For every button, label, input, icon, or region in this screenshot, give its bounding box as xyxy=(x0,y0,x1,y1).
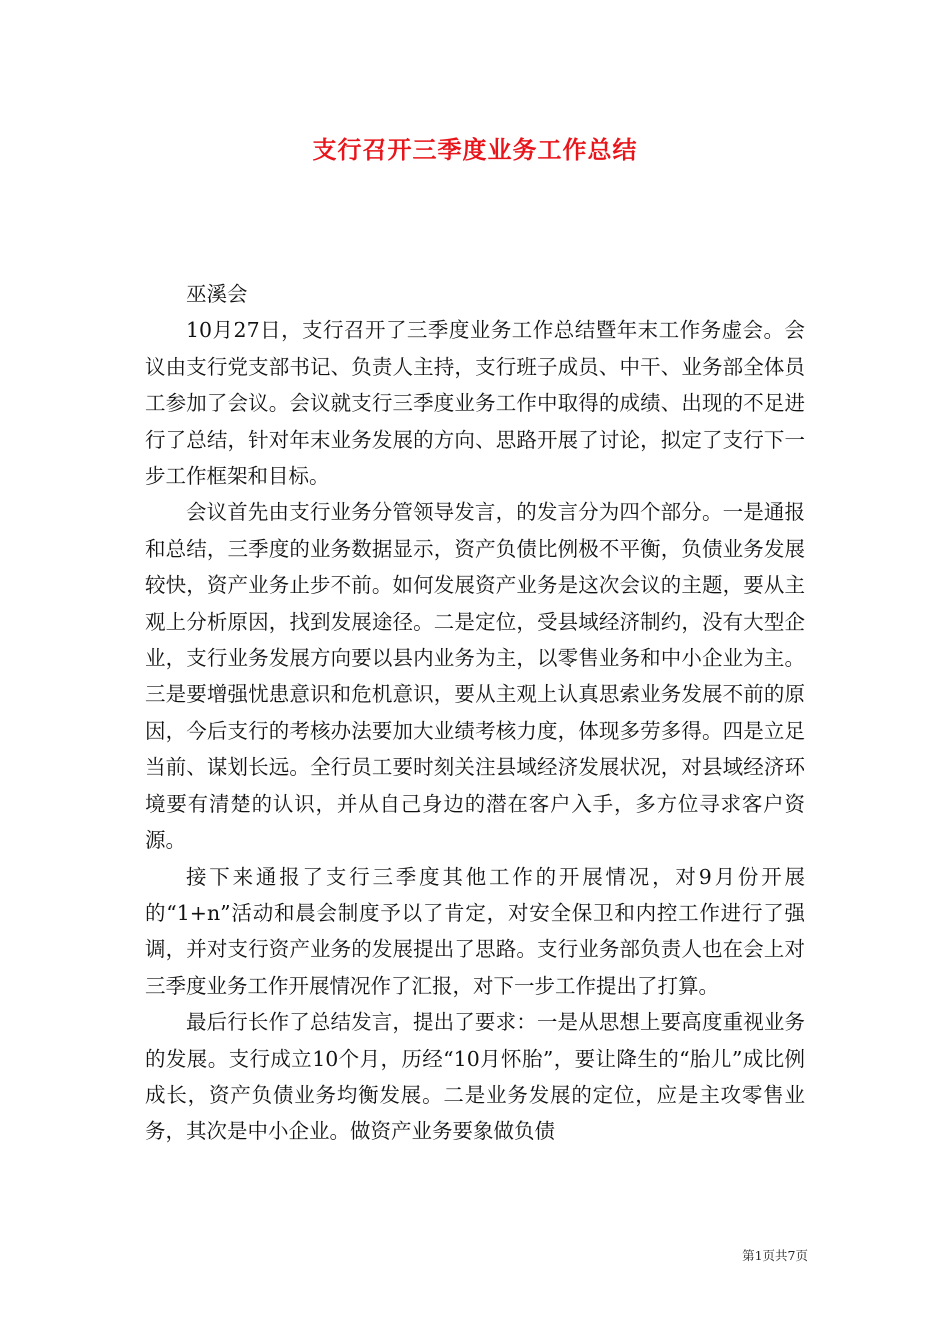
document-body xyxy=(145,276,805,1150)
body-paragraph: 会议首先由支行业务分管领导发言，的发言分为四个部分。一是通报和总结，三季度的业务数据显示，资产负债比例极不平衡，负债业务发展较快，资产业务止步不前。如何发展资产业务是这次会议的主题，要从主观上分析原因，找到发展途径。二是定位，受县域经济制约，没有大型企业，支行业务发展方向要以县内业务为主，以零售业务和中小企业为主。三是要增强忧患意识和危机意识，要从主观上认真思索业务发展不前的原因，今后支行的考核办法要加大业绩考核力度，体现多劳多得。四是立足当前、谋划长远。全行员工要时刻关注县域经济发展状况，对县域经济环境要有清楚的认识，并从自己身边的潜在客户入手，多方位寻求客户资源。 xyxy=(145,500,805,853)
document-title: 支行召开三季度业务工作总结 xyxy=(312,135,638,164)
body-paragraph: 最后行长作了总结发言，提出了要求：一是从思想上要高度重视业务的发展。支行成立10个月，历经“10月怀胎”，要让降生的“胎儿”成比例成长，资产负债业务均衡发展。二是业务发展的定位，应是主攻零售业务，其次是中小企业。做资产业务要象做负债 xyxy=(145,1010,805,1144)
page-number: 第1页共7页 xyxy=(742,1248,808,1263)
body-paragraph: 10月27日，支行召开了三季度业务工作总结暨年末工作务虚会。会议由支行党支部书记、负责人主持，支行班子成员、中干、业务部全体员工参加了会议。会议就支行三季度业务工作中取得的成绩、出现的不足进行了总结，针对年末业务发展的方向、思路开展了讨论，拟定了支行下一步工作框架和目标。 xyxy=(145,318,805,489)
body-paragraph: 接下来通报了支行三季度其他工作的开展情况，对9月份开展的“1+n”活动和晨会制度予以了肯定，对安全保卫和内控工作进行了强调，并对支行资产业务的发展提出了思路。支行业务部负责人也在会上对三季度业务工作开展情况作了汇报，对下一步工作提出了打算。 xyxy=(145,864,805,998)
author-line: 巫溪会 xyxy=(186,282,248,306)
